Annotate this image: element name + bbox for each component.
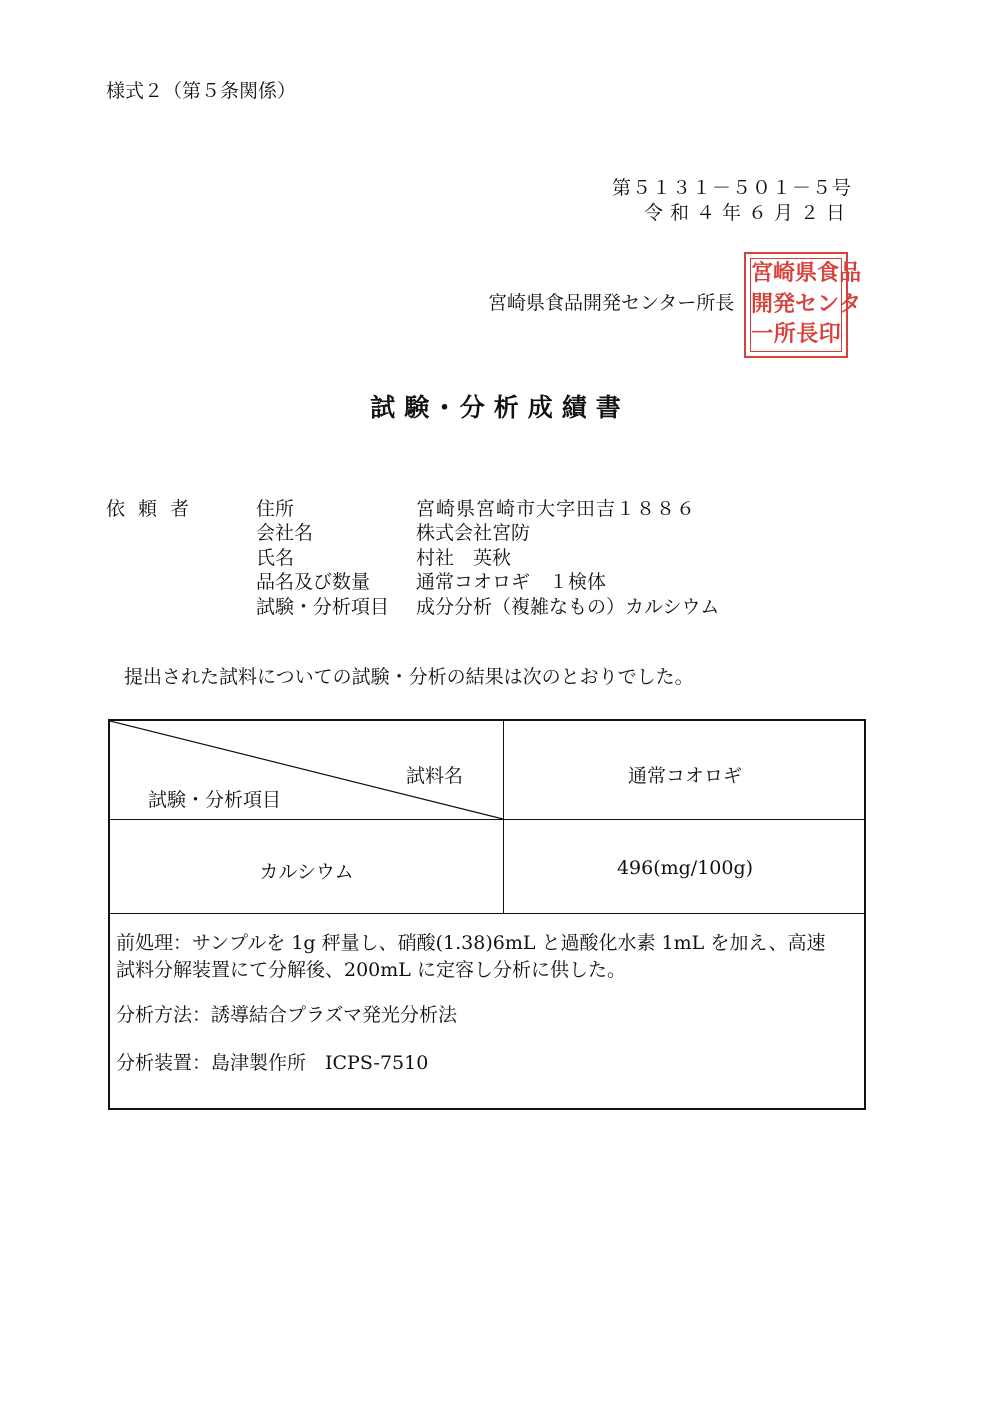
seal-char: 長	[796, 321, 819, 347]
seal-char: 開	[751, 291, 774, 317]
results-table	[108, 719, 866, 1110]
sample-name-header: 試料名	[406, 765, 464, 787]
issuer: 宮崎県食品開発センター所長	[488, 292, 735, 314]
requester-product: 通常コオロギ １検体	[416, 571, 607, 593]
seal-char: 印	[818, 321, 841, 347]
pretreatment-line-2: 試料分解装置にて分解後、200mL に定容し分析に供した。	[116, 959, 626, 981]
seal-char: 崎	[773, 261, 796, 287]
intro-text: 提出された試料についての試験・分析の結果は次のとおりでした。	[124, 666, 694, 688]
seal-char: タ	[839, 291, 862, 317]
form-label: 様式２（第５条関係）	[106, 80, 297, 102]
document-title: 試験･分析成績書	[370, 393, 630, 422]
sample-name: 通常コオロギ	[627, 765, 742, 787]
seal-char: 食	[817, 261, 840, 287]
requester-name-label: 氏名	[256, 547, 295, 569]
requester-address-label: 住所	[256, 498, 295, 520]
document-number: 第５１３１－５０１－５号	[611, 177, 852, 199]
seal-row-1	[751, 259, 862, 289]
seal-row-3	[751, 320, 841, 350]
seal-char: 所	[773, 321, 796, 347]
requester-heading: 依頼者	[106, 498, 203, 520]
requester-company-label: 会社名	[256, 522, 314, 544]
test-result: 496(mg/100g)	[616, 857, 754, 879]
seal-char: 一	[751, 321, 774, 347]
table-divider	[110, 913, 864, 914]
pretreatment-line-1: 前処理：サンプルを 1g 秤量し、硝酸(1.38)6mL と過酸化水素 1mL を加え、高速	[116, 932, 826, 954]
official-seal	[744, 252, 862, 358]
seal-char: 発	[773, 291, 796, 317]
test-item-header: 試験・分析項目	[148, 789, 282, 811]
seal-char: 県	[795, 261, 818, 287]
requester-test-item-label: 試験・分析項目	[256, 596, 390, 618]
seal-char: セ	[795, 291, 818, 317]
seal-char: 品	[839, 261, 862, 287]
test-item: カルシウム	[259, 861, 354, 883]
requester-product-label: 品名及び数量	[256, 571, 371, 593]
requester-address: 宮崎県宮崎市大字田吉１８８６	[416, 498, 697, 520]
seal-row-2	[751, 289, 862, 319]
seal-char: ン	[817, 291, 840, 317]
requester-test-item: 成分分析（複雑なもの）カルシウム	[416, 596, 720, 618]
analysis-instrument: 分析装置：島津製作所 ICPS-7510	[116, 1052, 429, 1074]
requester-company: 株式会社宮防	[416, 522, 531, 544]
requester-name: 村社 英秋	[416, 547, 512, 569]
seal-char: 宮	[751, 261, 774, 287]
document-date: 令和４年６月２日	[643, 202, 852, 224]
analysis-method: 分析方法：誘導結合プラズマ発光分析法	[116, 1004, 458, 1026]
